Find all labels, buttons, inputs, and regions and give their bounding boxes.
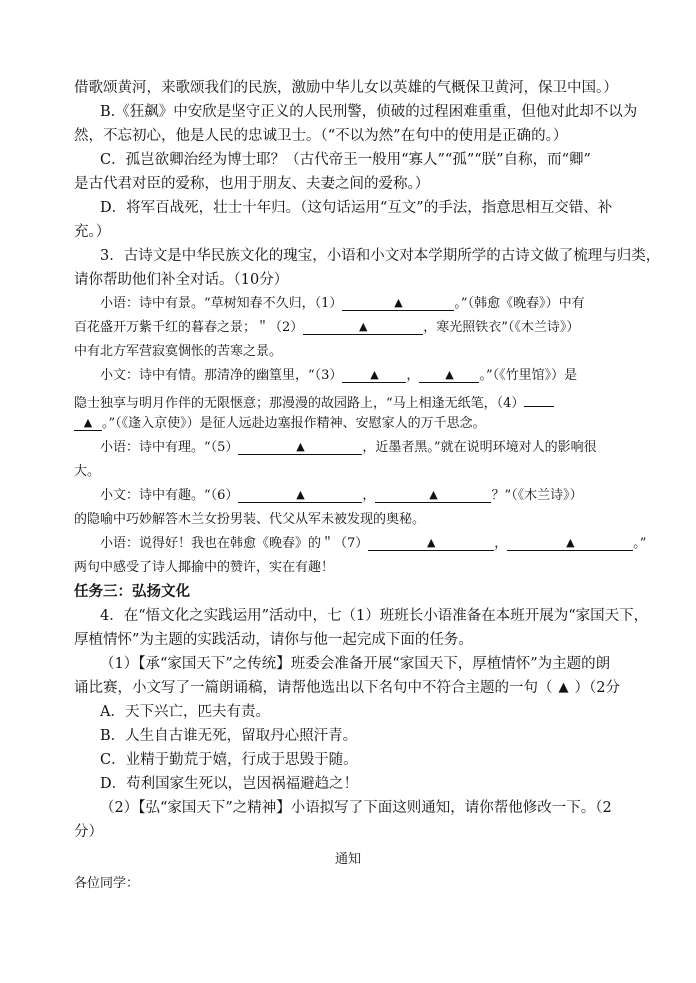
question-3-line: 3．古诗文是中华民族文化的瑰宝，小语和小文对本学期所学的古诗文做了梳理与归类，	[100, 248, 661, 264]
dialog-line: 大。	[74, 464, 101, 479]
answer-blank-6b[interactable]: ▲	[375, 486, 491, 503]
text-line: 是古代君对臣的爱称，也用于朋友、夫妻之间的爱称。）	[74, 176, 430, 192]
dialog-line: 小语：诗中有理。“（5） ▲ ，近墨者黑。”就在说明环境对人的影响很	[100, 440, 597, 455]
answer-choice-blank[interactable]: ▲	[558, 680, 569, 695]
answer-blank-4a[interactable]	[524, 390, 554, 407]
text-line: 充。）	[74, 224, 111, 240]
dialog-line: 百花盛开万紫千红的暮春之景；＂（2） ▲ ，寒光照铁衣”（《木兰诗》）	[74, 320, 580, 335]
dialog-line: 小文：诗中有情。那清净的幽篁里，“（3） ▲ ， ▲ 。”（《竹里馆》）是	[100, 368, 578, 383]
notice-title: 通知	[334, 852, 361, 867]
option-b-line: B.《狂飙》中安欣是坚守正义的人民刑警，侦破的过程困难重重，但他对此却不以为	[100, 104, 638, 120]
text-line: 借歌颂黄河，来歌颂我们的民族，激励中华儿女以英雄的气概保卫黄河，保卫中国。）	[74, 80, 618, 96]
choice-a: A．天下兴亡，匹夫有责。	[100, 704, 270, 720]
text-line: 然，不忘初心，他是人民的忠诚卫士。（“不以为然”在句中的使用是正确的。）	[74, 128, 568, 144]
notice-greeting: 各位同学：	[74, 876, 140, 891]
choice-c: C．业精于勤荒于嬉，行成于思毁于随。	[100, 752, 358, 768]
answer-blank-6a[interactable]: ▲	[238, 486, 362, 503]
choice-d: D．苟利国家生死以，岂因祸福避趋之！	[100, 776, 359, 792]
dialog-line: 的隐喻中巧妙解答木兰女扮男装、代父从军未被发现的奥秘。	[74, 512, 426, 527]
text-line: 请你帮助他们补全对话。（10分）	[74, 272, 289, 288]
answer-blank-5[interactable]: ▲	[238, 438, 362, 455]
text-line: 厚植情怀”为主题的实践活动，请你与他一起完成下面的任务。	[74, 632, 473, 648]
choice-b: B．人生自古谁无死，留取丹心照汗青。	[100, 728, 358, 744]
dialog-line: 小文：诗中有趣。“（6） ▲ ， ▲ ？”（《木兰诗》）	[100, 488, 583, 503]
answer-blank-1[interactable]: ▲	[342, 294, 454, 311]
question-4-line: 4．在“悟文化之实践运用”活动中，七（1）班班长小语准备在本班开展为“家国天下，	[100, 608, 649, 624]
dialog-line: 小语：诗中有景。“草树知春不久归，（1） ▲ 。”（韩愈《晚春》）中有	[100, 296, 585, 311]
text-line: 诵比赛，小文写了一篇朗诵稿，请帮他选出以下名句中不符合主题的一句（ ▲ ）（2分	[74, 680, 620, 696]
answer-blank-7b[interactable]: ▲	[507, 534, 633, 551]
answer-blank-2[interactable]: ▲	[303, 318, 423, 335]
answer-blank-3b[interactable]: ▲	[419, 366, 479, 383]
option-c-line: C．孤岂欲卿治经为博士耶？（古代帝王一般用“寡人”“孤”“朕”自称，而“卿”	[100, 152, 591, 168]
option-d-line: D．将军百战死，壮士十年归。（这句话运用“互文”的手法，指意思相互交错、补	[100, 200, 613, 216]
subquestion-1-line: （1）【承“家国天下”之传统】班委会准备开展“家国天下，厚植情怀”为主题的朗	[100, 656, 611, 672]
dialog-line: 隐士独享与明月作伴的无限惬意；那漫漫的故园路上，“马上相逢无纸笔，（4）	[74, 390, 554, 414]
dialog-line: 中有北方军营寂寞惆怅的苦寒之景。	[74, 344, 283, 359]
answer-blank-7a[interactable]: ▲	[368, 534, 494, 551]
dialog-line: ▲ 。”（《逢入京使》）是征人远赴边塞报作精神、安慰家人的万千思念。	[74, 414, 486, 434]
answer-blank-4b[interactable]: ▲	[74, 414, 102, 431]
dialog-line: 小语：说得好！我也在韩愈《晚春》的＂（7） ▲ ， ▲ 。”	[100, 536, 647, 551]
answer-blank-3a[interactable]: ▲	[342, 366, 406, 383]
dialog-line: 两句中感受了诗人揶揄中的赞许，实在有趣！	[74, 560, 335, 575]
subquestion-2-line: （2）【弘“家国天下”之精神】小语拟写了下面这则通知，请你帮他修改一下。（2	[100, 800, 612, 816]
text-line: 分）	[74, 824, 103, 840]
section-heading: 任务三：弘扬文化	[74, 583, 190, 600]
